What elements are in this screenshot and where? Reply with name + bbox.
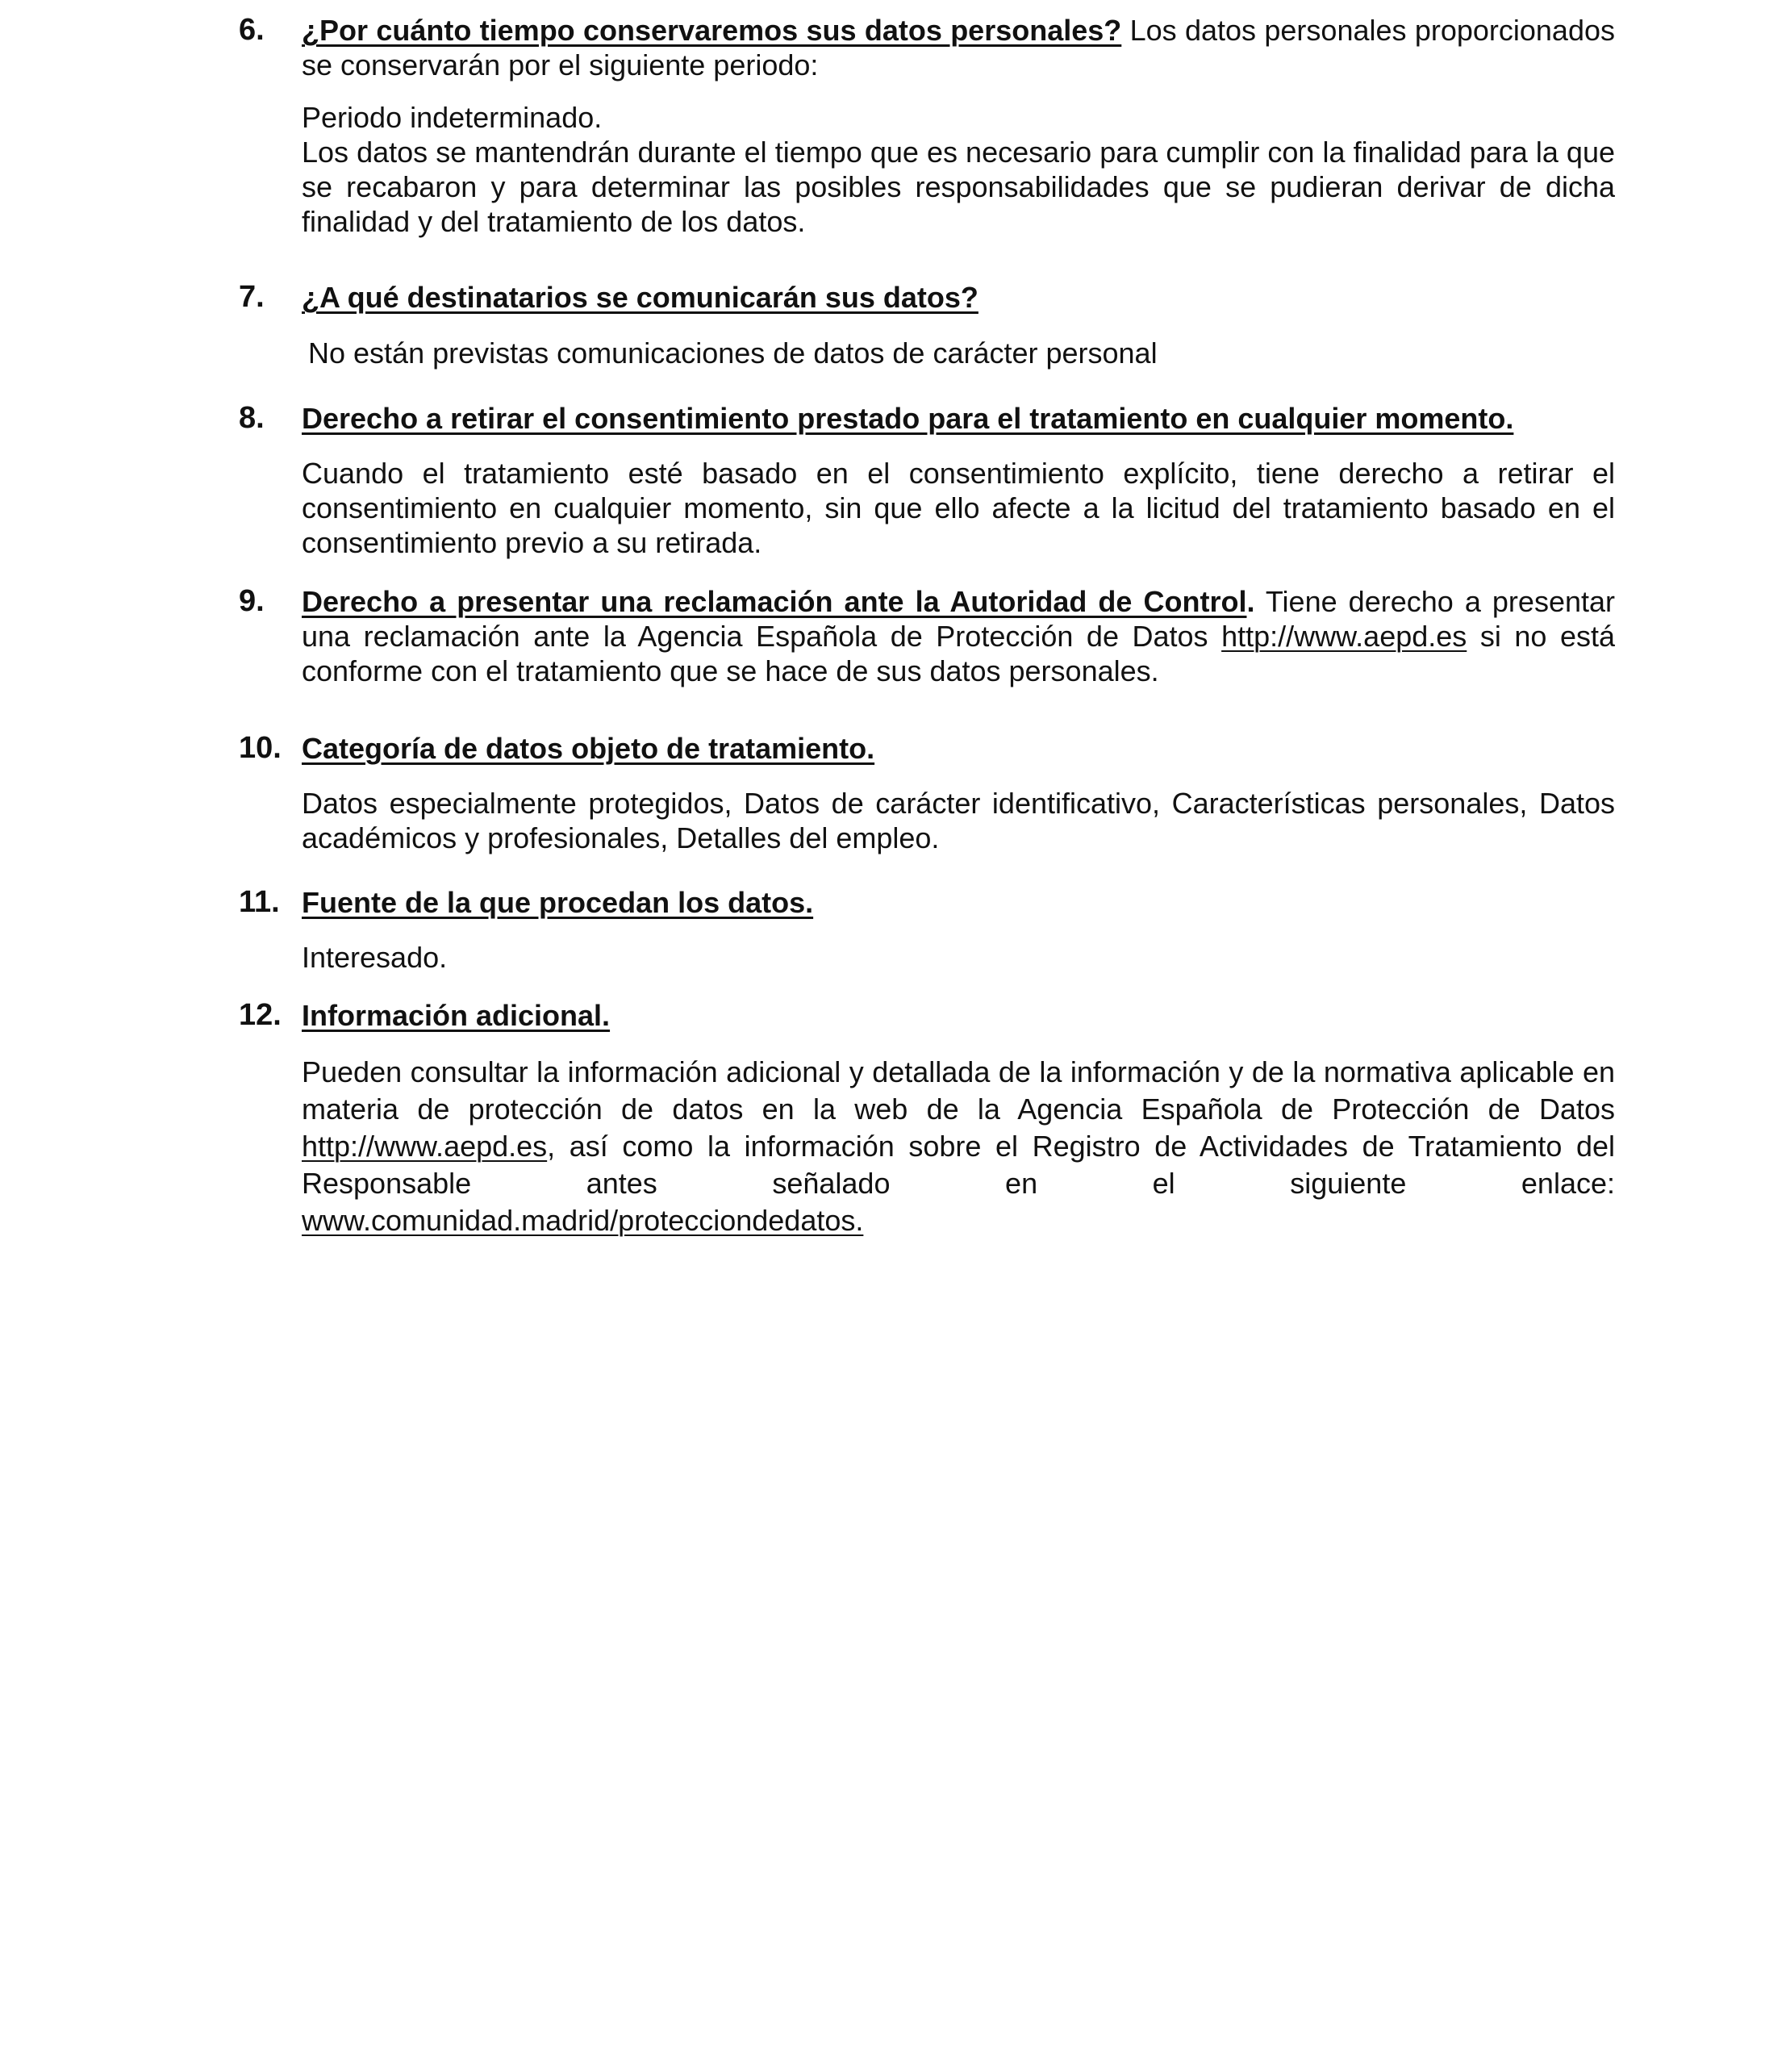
section-heading: Derecho a presentar una reclamación ante la Autoridad de Control <box>302 585 1247 618</box>
section-number: 10. <box>239 731 282 765</box>
section-paragraph: Cuando el tratamiento esté basado en el consentimiento explícito, tiene derecho a retirar el consentimiento en cualquier momento, sin que ello afecte a la licitud del tratamiento basado en el consentimiento previo a su retirada. <box>302 457 1615 559</box>
section-heading: Derecho a retirar el consentimiento prestado para el tratamiento en cualquier momento. <box>302 402 1514 435</box>
section-heading: Fuente de la que procedan los datos. <box>302 886 814 919</box>
section-paragraph: Los datos se mantendrán durante el tiempo que es necesario para cumplir con la finalidad para la que se recabaron y para determinar las posibles responsabilidades que se pudieran derivar de dicha finalidad y del tratamiento de los datos. <box>302 136 1615 238</box>
heading-period: . <box>1246 585 1255 618</box>
section-paragraph: No están previstas comunicaciones de datos de carácter personal <box>308 336 1158 370</box>
section-number: 8. <box>239 401 265 435</box>
section-number: 7. <box>239 280 265 314</box>
section-middle: , así como la información sobre el Registro de Actividades de Tratamiento del Responsable antes señalado en el siguiente enlace: <box>302 1130 1615 1200</box>
section-heading: ¿Por cuánto tiempo conservaremos sus datos personales? <box>302 14 1122 47</box>
section-lead: Los datos personales proporcionados se conservarán por el siguiente periodo: <box>302 14 1616 81</box>
section-lead: Tiene derecho a presentar una reclamación ante la Agencia Española de Protección de Datos <box>302 585 1615 653</box>
aepd-link[interactable]: http://www.aepd.es <box>302 1130 548 1163</box>
section-12-body <box>302 998 1615 1239</box>
section-sub-heading: Periodo indeterminado. <box>302 101 603 134</box>
section-10-body <box>302 731 1615 855</box>
section-lead: Pueden consultar la información adicional y detallada de la información y de la normativa aplicable en materia de protección de datos en la web de la Agencia Española de Protección de Datos <box>302 1055 1615 1126</box>
section-9-text <box>302 584 1615 688</box>
section-6-body <box>302 13 1615 239</box>
section-8-body <box>302 401 1615 560</box>
section-number: 9. <box>239 584 265 618</box>
section-number: 12. <box>239 998 282 1032</box>
section-tail: si no está conforme con el tratamiento que se hace de sus datos personales. <box>302 620 1615 687</box>
comunidad-madrid-link[interactable]: www.comunidad.madrid/protecciondedatos. <box>302 1204 864 1237</box>
section-heading: Categoría de datos objeto de tratamiento. <box>302 732 875 765</box>
section-heading: ¿A qué destinatarios se comunicarán sus datos? <box>302 281 978 314</box>
section-11-body <box>302 885 1615 975</box>
section-number: 6. <box>239 13 265 47</box>
section-paragraph: Interesado. <box>302 941 448 974</box>
section-number: 11. <box>239 885 280 919</box>
section-paragraph: Datos especialmente protegidos, Datos de carácter identificativo, Características personales, Datos académicos y profesionales, Detalles del empleo. <box>302 787 1615 854</box>
section-7-body <box>302 280 1615 370</box>
section-9-body <box>302 584 1615 688</box>
aepd-link[interactable]: http://www.aepd.es <box>1221 620 1467 653</box>
section-12-text <box>302 1054 1615 1202</box>
section-6-intro <box>302 13 1615 82</box>
section-heading: Información adicional. <box>302 999 611 1032</box>
